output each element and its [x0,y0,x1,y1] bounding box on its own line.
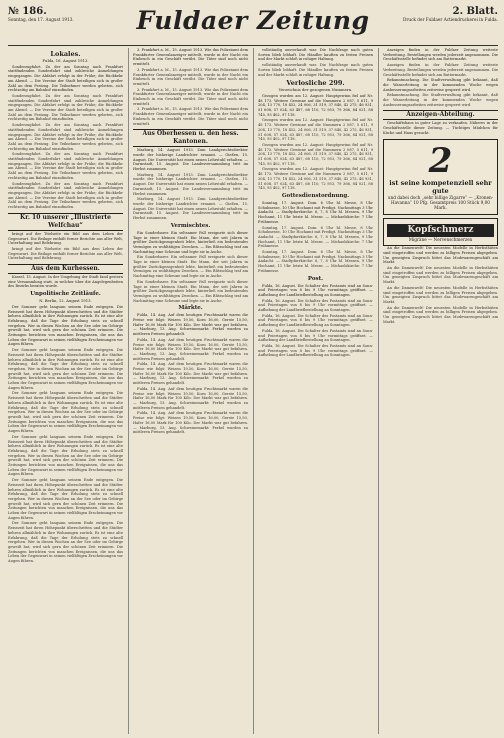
lokales-text: Sonderzugfahrt. Zu der am Sonntag nach Frankfurt stattfindenden Sonderfahrt sind zahlreiche Anmeldungen eingegangen. Die Abfahrt erfolgt in der Frühe; die Rückkehr am Abend. — Die Vereine der Stadt beteiligen sich in großer Zahl an dem Festzug. Die Teilnehmer werden gebeten, sich rechtzeitig am Bahnhof einzufinden. [8,64,123,93]
col3-top-text-2: vollständig ausverkauft war. Die Nachfrage nach guten Sorten blieb lebhaft. Die Händler kauften zu festen Preisen und der Markt schloß in ruhiger Haltung. [258,63,373,77]
heading-aus-bezirk: Aus dem Kurhessen. [8,264,123,274]
lokales-dateline: Fulda, 16. August 1913. [42,58,89,63]
ad-headline: ist seine kompetenziell sehr gute [389,178,492,195]
col3-top-text: vollständig ausverkauft war. Die Nachfrage nach guten Sorten blieb lebhaft. Die Händler kauften zu festen Preisen und der Markt schloß in ruhiger Haltung. [258,48,373,62]
gottesdienst-text: Sonntag, 17. August. Dom: 6 Uhr hl. Messe, 8 Uhr Schulmesse, 10 Uhr Hochamt mit Predigt. Nachmittags 3 Uhr Andacht. — Stadtpfarrkirche: 6, 7, 8 Uhr hl. Messen, 9 Uhr Hochamt, 11 Uhr letzte hl. Messe. — Michaelskirche: 7 Uhr Frühmesse. [258,200,373,224]
heading-rundschau: Kr. 10 unserer „Illustrierte Welfchau“ [8,213,123,231]
maerkte-text-2: Fulda, 14. Aug. Auf dem heutigen Fruchtmarkt waren die Preise wie folgt: Weizen 19,50, Korn 16,00, Gerste 15,50, Hafer 16,00 Mark für 100 Kilo. Der Markt war gut befahren. — Marburg, 13. Aug. Schweinemarkt: Ferkel wurden zu mittleren Preisen gehandelt. [133,337,248,361]
masthead-left [8,6,128,22]
vermischtes-text-2: Ein Sonderbarer. Ein seltsamer Fall ereignete sich dieser Tage in einer kleinen Stadt. Ein Mann, der seit Jahren in größter Zurückgezogenheit lebte, hinterließ ein bedeutendes Vermögen zu wohltätigen Zwecken. — Ein Blitzschlag traf am Nachmittag eine Scheune und legte sie in Asche. [133,255,248,279]
ad-text: und dabei doch „sehr billige Zigarre“ — „Kronen-Havanna“ 10 Pfg. Gesamtpreis 100 Stück 9,00 Mark. [387,194,494,211]
rundschau-text: bringt auf der Titelseite ein Bild aus dem Leben der Gegenwart. Die Beilage enthält ferner Berichte aus aller Welt, Unterhaltung und Belehrung. [8,231,123,246]
heading-politik: Unpolitische Zeitläufe. [30,291,101,298]
notice-text-2: Bekanntmachung. Die Stadtverwaltung gibt bekannt, daß die Wasserleitung in der kommenden Woche wegen Ausbesserungsarbeiten zeitweise gesperrt wird. [383,93,498,107]
hessen-text-3: Marburg, 14. August 1913. Zum Landgerichtsdirektor wurde der bisherige Landrichter ernannt. — Gießen, 15. August. Die Universität hat einen neuen Lehrstuhl erhalten. — Darmstadt, 15. August. Die Landesversammlung tritt im Herbst zusammen. [133,197,248,221]
col4-top-text: Anzeigen finden in der Fuldaer Zeitung weiteste Verbreitung. Bestellungen werden jederzeit angenommen. Die Geschäftsstelle befindet sich am Buttermarkt. [383,48,498,62]
heading-vermischtes: Vermischtes. [170,222,211,229]
vermischtes-text: Ein Sonderbarer. Ein seltsamer Fall ereignete sich dieser Tage in einer kleinen Stadt. Ein Mann, der seit Jahren in größter Zurückgezogenheit lebte, hinterließ ein bedeutendes Vermögen zu wohltätigen Zwecken. — Ein Blitzschlag traf am Nachmittag eine Scheune und legte sie in Asche. [133,230,248,254]
post-text-3: Fulda, 16. August. Die Schalter des Postamts sind an Sonn- und Feiertagen von 8 bis 9 Uhr vormittags geöffnet. — Aufhebung der Landbriefbestellung an Sonntagen. [258,313,373,328]
maerkte-text-5: Fulda, 14. Aug. Auf dem heutigen Fruchtmarkt waren die Preise wie folgt: Weizen 19,50, Korn 16,00, Gerste 15,50, Hafer 16,00 Mark für 100 Kilo. Der Markt war gut befahren. — Marburg, 13. Aug. Schweinemarkt: Ferkel wurden zu mittleren Preisen gehandelt. [133,411,248,435]
lokales-text-2: Sonderzugfahrt. Zu der am Sonntag nach Frankfurt stattfindenden Sonderfahrt sind zahlreiche Anmeldungen eingegangen. Die Abfahrt erfolgt in der Frühe; die Rückkehr am Abend. — Die Vereine der Stadt beteiligen sich in großer Zahl an dem Festzug. Die Teilnehmer werden gebeten, sich rechtzeitig am Bahnhof einzufinden. [8,93,123,122]
post-text-2: Fulda, 16. August. Die Schalter des Postamts sind an Sonn- und Feiertagen von 8 bis 9 Uhr vormittags geöffnet. — Aufhebung der Landbriefbestellung an Sonntagen. [258,298,373,313]
column-3 [253,48,373,734]
lokales-text-4: Sonderzugfahrt. Zu der am Sonntag nach Frankfurt stattfindenden Sonderfahrt sind zahlreiche Anmeldungen eingegangen. Die Abfahrt erfolgt in der Frühe; die Rückkehr am Abend. — Die Vereine der Stadt beteiligen sich in großer Zahl an dem Festzug. Die Teilnehmer werden gebeten, sich rechtzeitig am Bahnhof einzufinden. [8,152,123,180]
column-1 [8,48,123,734]
heading-lokales: Lokales. [50,50,81,58]
col2-top-text-2: 3. Frankfurt a. M., 15. August 1913. Wie das Polizeiamt dem Frankfurter Generalanzeiger mitteilt, wurde in der Nacht ein Einbruch in ein Geschäft verübt. Die Täter sind noch nicht ermittelt. [133,67,248,86]
anzeigen-text: Geschäftshaus in guter Lage zu verkaufen. Näheres in der Geschäftsstelle dieser Zeitung. — Tüchtiges Mädchen für Küche und Haus gesucht. [383,121,498,135]
politik-text-4: Der Sommer geht langsam seinem Ende entgegen. Die Reisezeit hat ihren Höhepunkt überschritten und die Städter kehren allmählich in ihre Wohnungen zurück. Es ist eine alte Erfahrung, daß die Tage der Erholung stets zu schnell vergehen. Wer in diesen Wochen an der See oder im Gebirge geweilt hat, wird sich gern der schönen Zeit erinnern. Die Zeitungen berichten von manchen Ereignissen, die uns das Leben der Gegenwart in seinen vielfältigen Erscheinungen vor Augen führen. [8,434,123,477]
heading-maerkte: Märkte. [178,305,203,312]
maerkte-text: Fulda, 14. Aug. Auf dem heutigen Fruchtmarkt waren die Preise wie folgt: Weizen 19,50, Korn 16,00, Gerste 15,50, Hafer 16,00 Mark für 100 Kilo. Der Markt war gut befahren. — Marburg, 13. Aug. Schweinemarkt: Ferkel wurden zu mittleren Preisen gehandelt. [133,313,248,337]
masthead-rule [8,45,498,46]
verlosung-text-2: Gezogen wurden am 12. August: Hauptgewinn fiel auf Nr. 48 173. Weitere Gewinne auf die Nummern 2 087, 5 611, 9 204, 13 770, 18 452, 24 006, 31 519, 37 840, 42 275, 46 931, 51 608, 57 024, 63 487, 68 110, 72 953, 79 366, 84 021, 88 745, 93 402, 97 118. [258,118,373,142]
heading-verlosung: Verlosliche 299. [286,79,345,88]
masthead [8,6,498,44]
heading-anzeigen: Anzeigen-Abteilung. [383,110,498,120]
politik-text-3: Der Sommer geht langsam seinem Ende entgegen. Die Reisezeit hat ihren Höhepunkt überschritten und die Städter kehren allmählich in ihre Wohnungen zurück. Es ist eine alte Erfahrung, daß die Tage der Erholung stets zu schnell vergehen. Wer in diesen Wochen an der See oder im Gebirge geweilt hat, wird sich gern der schönen Zeit erinnern. Die Zeitungen berichten von manchen Ereignissen, die uns das Leben der Gegenwart in seinen vielfältigen Erscheinungen vor Augen führen. [8,391,123,434]
issue-number: № 186. [8,6,47,17]
politik-dateline: N. Berlin, 12. August 1913. [39,298,92,304]
verlosung-text-3: Gezogen wurden am 12. August: Hauptgewinn fiel auf Nr. 48 173. Weitere Gewinne auf die Nummern 2 087, 5 611, 9 204, 13 770, 18 452, 24 006, 31 519, 37 840, 42 275, 46 931, 51 608, 57 024, 63 487, 68 110, 72 953, 79 366, 84 021, 88 745, 93 402, 97 118. [258,142,373,166]
col2-top-text: 3. Frankfurt a. M., 15. August 1913. Wie das Polizeiamt dem Frankfurter Generalanzeiger mitteilt, wurde in der Nacht ein Einbruch in ein Geschäft verübt. Die Täter sind noch nicht ermittelt. [133,48,248,67]
bottom-text-4: An die Damenwelt! Die neuesten Modelle in Herbsthüten sind eingetroffen und werden zu billigen Preisen abgegeben. Um geneigten Zuspruch bittet das Modewarengeschäft am Markt. [383,305,498,324]
politik-text-2: Der Sommer geht langsam seinem Ende entgegen. Die Reisezeit hat ihren Höhepunkt überschritten und die Städter kehren allmählich in ihre Wohnungen zurück. Es ist eine alte Erfahrung, daß die Tage der Erholung stets zu schnell vergehen. Wer in diesen Wochen an der See oder im Gebirge geweilt hat, wird sich gern der schönen Zeit erinnern. Die Zeitungen berichten von manchen Ereignissen, die uns das Leben der Gegenwart in seinen vielfältigen Erscheinungen vor Augen führen. [8,348,123,390]
newspaper-title: Fuldaer Zeitung [136,6,370,35]
columns [8,48,498,734]
printer-line: Druck der Fuldaer Actiendruckerei in Fulda. [403,17,498,22]
vermischtes-text-3: Ein Sonderbarer. Ein seltsamer Fall ereignete sich dieser Tage in einer kleinen Stadt. Ein Mann, der seit Jahren in größter Zurückgezogenheit lebte, hinterließ ein bedeutendes Vermögen zu wohltätigen Zwecken. — Ein Blitzschlag traf am Nachmittag eine Scheune und legte sie in Asche. [133,279,248,303]
heading-hessen: Aus Oberhessen u. den hess. Kantonen. [133,129,248,147]
sheet-number: 2. Blatt. [452,6,498,17]
col2-top-text-4: 3. Frankfurt a. M., 15. August 1913. Wie das Polizeiamt dem Frankfurter Generalanzeiger mitteilt, wurde in der Nacht ein Einbruch in ein Geschäft verübt. Die Täter sind noch nicht ermittelt. [133,107,248,126]
heading-gottesdienst: Gottesdienstordnung. [281,192,350,199]
verlosung-sub: Verzeichnis der gezogenen Nummern. [278,87,353,93]
lokales-text-5: Sonderzugfahrt. Zu der am Sonntag nach Frankfurt stattfindenden Sonderfahrt sind zahlreiche Anmeldungen eingegangen. Die Abfahrt erfolgt in der Frühe; die Rückkehr am Abend. — Die Vereine der Stadt beteiligen sich in großer Zahl an dem Festzug. Die Teilnehmer werden gebeten, sich rechtzeitig am Bahnhof einzufinden. [8,181,123,210]
column-2 [128,48,248,734]
aus-bezirk-text: Kassel, 15. August. In der Umgebung der Stadt fand gestern eine Versammlung statt, in welcher über die Angelegenheiten des Bezirks beraten wurde. [8,275,123,289]
gottesdienst-text-2: Sonntag, 17. August. Dom: 6 Uhr hl. Messe, 8 Uhr Schulmesse, 10 Uhr Hochamt mit Predigt. Nachmittags 3 Uhr Andacht. — Stadtpfarrkirche: 6, 7, 8 Uhr hl. Messen, 9 Uhr Hochamt, 11 Uhr letzte hl. Messe. — Michaelskirche: 7 Uhr Frühmesse. [258,225,373,249]
issue-date: Sonntag, den 17. August 1913. [8,17,74,22]
verlosung-text: Gezogen wurden am 12. August: Hauptgewinn fiel auf Nr. 48 173. Weitere Gewinne auf die Nummern 2 087, 5 611, 9 204, 13 770, 18 452, 24 006, 31 519, 37 840, 42 275, 46 931, 51 608, 57 024, 63 487, 68 110, 72 953, 79 366, 84 021, 88 745, 93 402, 97 118. [258,93,373,117]
hessen-text-2: Marburg, 14. August 1913. Zum Landgerichtsdirektor wurde der bisherige Landrichter ernannt. — Gießen, 15. August. Die Universität hat einen neuen Lehrstuhl erhalten. — Darmstadt, 15. August. Die Landesversammlung tritt im Herbst zusammen. [133,172,248,196]
post-text-5: Fulda, 16. August. Die Schalter des Postamts sind an Sonn- und Feiertagen von 8 bis 9 Uhr vormittags geöffnet. — Aufhebung der Landbriefbestellung an Sonntagen. [258,343,373,358]
bottom-text-2: An die Damenwelt! Die neuesten Modelle in Herbsthüten sind eingetroffen und werden zu billigen Preisen abgegeben. Um geneigten Zuspruch bittet das Modewarengeschäft am Markt. [383,265,498,285]
maerkte-text-3: Fulda, 14. Aug. Auf dem heutigen Fruchtmarkt waren die Preise wie folgt: Weizen 19,50, Korn 16,00, Gerste 15,50, Hafer 16,00 Mark für 100 Kilo. Der Markt war gut befahren. — Marburg, 13. Aug. Schweinemarkt: Ferkel wurden zu mittleren Preisen gehandelt. [133,362,248,386]
ad-big-number: 2 [428,140,453,181]
ad-dark-banner: Kopfschmerz [387,224,494,237]
verlosung-text-4: Gezogen wurden am 12. August: Hauptgewinn fiel auf Nr. 48 173. Weitere Gewinne auf die Nummern 2 087, 5 611, 9 204, 13 770, 18 452, 24 006, 31 519, 37 840, 42 275, 46 931, 51 608, 57 024, 63 487, 68 110, 72 953, 79 366, 84 021, 88 745, 93 402, 97 118. [258,167,373,191]
masthead-right [378,6,498,22]
bottom-text-3: An die Damenwelt! Die neuesten Modelle in Herbsthüten sind eingetroffen und werden zu billigen Preisen abgegeben. Um geneigten Zuspruch bittet das Modewarengeschäft am Markt. [383,285,498,304]
notice-text: Bekanntmachung. Die Stadtverwaltung gibt bekannt, daß die Wasserleitung in der kommenden Woche wegen Ausbesserungsarbeiten zeitweise gesperrt wird. [383,78,498,92]
ad-dark-sub: Migräne — Nervenschmerzen [408,236,473,242]
lokales-text-3: Sonderzugfahrt. Zu der am Sonntag nach Frankfurt stattfindenden Sonderfahrt sind zahlreiche Anmeldungen eingegangen. Die Abfahrt erfolgt in der Frühe; die Rückkehr am Abend. — Die Vereine der Stadt beteiligen sich in großer Zahl an dem Festzug. Die Teilnehmer werden gebeten, sich rechtzeitig am Bahnhof einzufinden. [8,123,123,151]
bottom-text: An die Damenwelt! Die neuesten Modelle in Herbsthüten sind eingetroffen und werden zu billigen Preisen abgegeben. Um geneigten Zuspruch bittet das Modewarengeschäft am Markt. [383,246,498,265]
politik-text-5: Der Sommer geht langsam seinem Ende entgegen. Die Reisezeit hat ihren Höhepunkt überschritten und die Städter kehren allmählich in ihre Wohnungen zurück. Es ist eine alte Erfahrung, daß die Tage der Erholung stets zu schnell vergehen. Wer in diesen Wochen an der See oder im Gebirge geweilt hat, wird sich gern der schönen Zeit erinnern. Die Zeitungen berichten von manchen Ereignissen, die uns das Leben der Gegenwart in seinen vielfältigen Erscheinungen vor Augen führen. [8,478,123,520]
col2-top-text-3: 3. Frankfurt a. M., 15. August 1913. Wie das Polizeiamt dem Frankfurter Generalanzeiger mitteilt, wurde in der Nacht ein Einbruch in ein Geschäft verübt. Die Täter sind noch nicht ermittelt. [133,87,248,106]
maerkte-text-4: Fulda, 14. Aug. Auf dem heutigen Fruchtmarkt waren die Preise wie folgt: Weizen 19,50, Korn 16,00, Gerste 15,50, Hafer 16,00 Mark für 100 Kilo. Der Markt war gut befahren. — Marburg, 13. Aug. Schweinemarkt: Ferkel wurden zu mittleren Preisen gehandelt. [133,386,248,410]
col4-top-text-2: Anzeigen finden in der Fuldaer Zeitung weiteste Verbreitung. Bestellungen werden jederzeit angenommen. Die Geschäftsstelle befindet sich am Buttermarkt. [383,63,498,77]
politik-text: Der Sommer geht langsam seinem Ende entgegen. Die Reisezeit hat ihren Höhepunkt überschritten und die Städter kehren allmählich in ihre Wohnungen zurück. Es ist eine alte Erfahrung, daß die Tage der Erholung stets zu schnell vergehen. Wer in diesen Wochen an der See oder im Gebirge geweilt hat, wird sich gern der schönen Zeit erinnern. Die Zeitungen berichten von manchen Ereignissen, die uns das Leben der Gegenwart in seinen vielfältigen Erscheinungen vor Augen führen. [8,304,123,347]
column-4 [378,48,498,734]
post-text: Fulda, 16. August. Die Schalter des Postamts sind an Sonn- und Feiertagen von 8 bis 9 Uhr vormittags geöffnet. — Aufhebung der Landbriefbestellung an Sonntagen. [258,283,373,297]
rundschau-text-2: bringt auf der Titelseite ein Bild aus dem Leben der Gegenwart. Die Beilage enthält ferner Berichte aus aller Welt, Unterhaltung und Belehrung. [8,246,123,261]
post-text-4: Fulda, 16. August. Die Schalter des Postamts sind an Sonn- und Feiertagen von 8 bis 9 Uhr vormittags geöffnet. — Aufhebung der Landbriefbestellung an Sonntagen. [258,328,373,343]
headache-advertisement [383,218,498,246]
hessen-text: Marburg, 14. August 1913. Zum Landgerichtsdirektor wurde der bisherige Landrichter ernannt. — Gießen, 15. August. Die Universität hat einen neuen Lehrstuhl erhalten. — Darmstadt, 15. August. Die Landesversammlung tritt im Herbst zusammen. [133,148,248,172]
heading-post: Post. [307,275,324,282]
gottesdienst-text-3: Sonntag, 17. August. Dom: 6 Uhr hl. Messe, 8 Uhr Schulmesse, 10 Uhr Hochamt mit Predigt. Nachmittags 3 Uhr Andacht. — Stadtpfarrkirche: 6, 7, 8 Uhr hl. Messen, 9 Uhr Hochamt, 11 Uhr letzte hl. Messe. — Michaelskirche: 7 Uhr Frühmesse. [258,250,373,273]
cigar-advertisement [383,139,498,215]
politik-text-6: Der Sommer geht langsam seinem Ende entgegen. Die Reisezeit hat ihren Höhepunkt überschritten und die Städter kehren allmählich in ihre Wohnungen zurück. Es ist eine alte Erfahrung, daß die Tage der Erholung stets zu schnell vergehen. Wer in diesen Wochen an der See oder im Gebirge geweilt hat, wird sich gern der schönen Zeit erinnern. Die Zeitungen berichten von manchen Ereignissen, die uns das Leben der Gegenwart in seinen vielfältigen Erscheinungen vor Augen führen. [8,521,123,564]
